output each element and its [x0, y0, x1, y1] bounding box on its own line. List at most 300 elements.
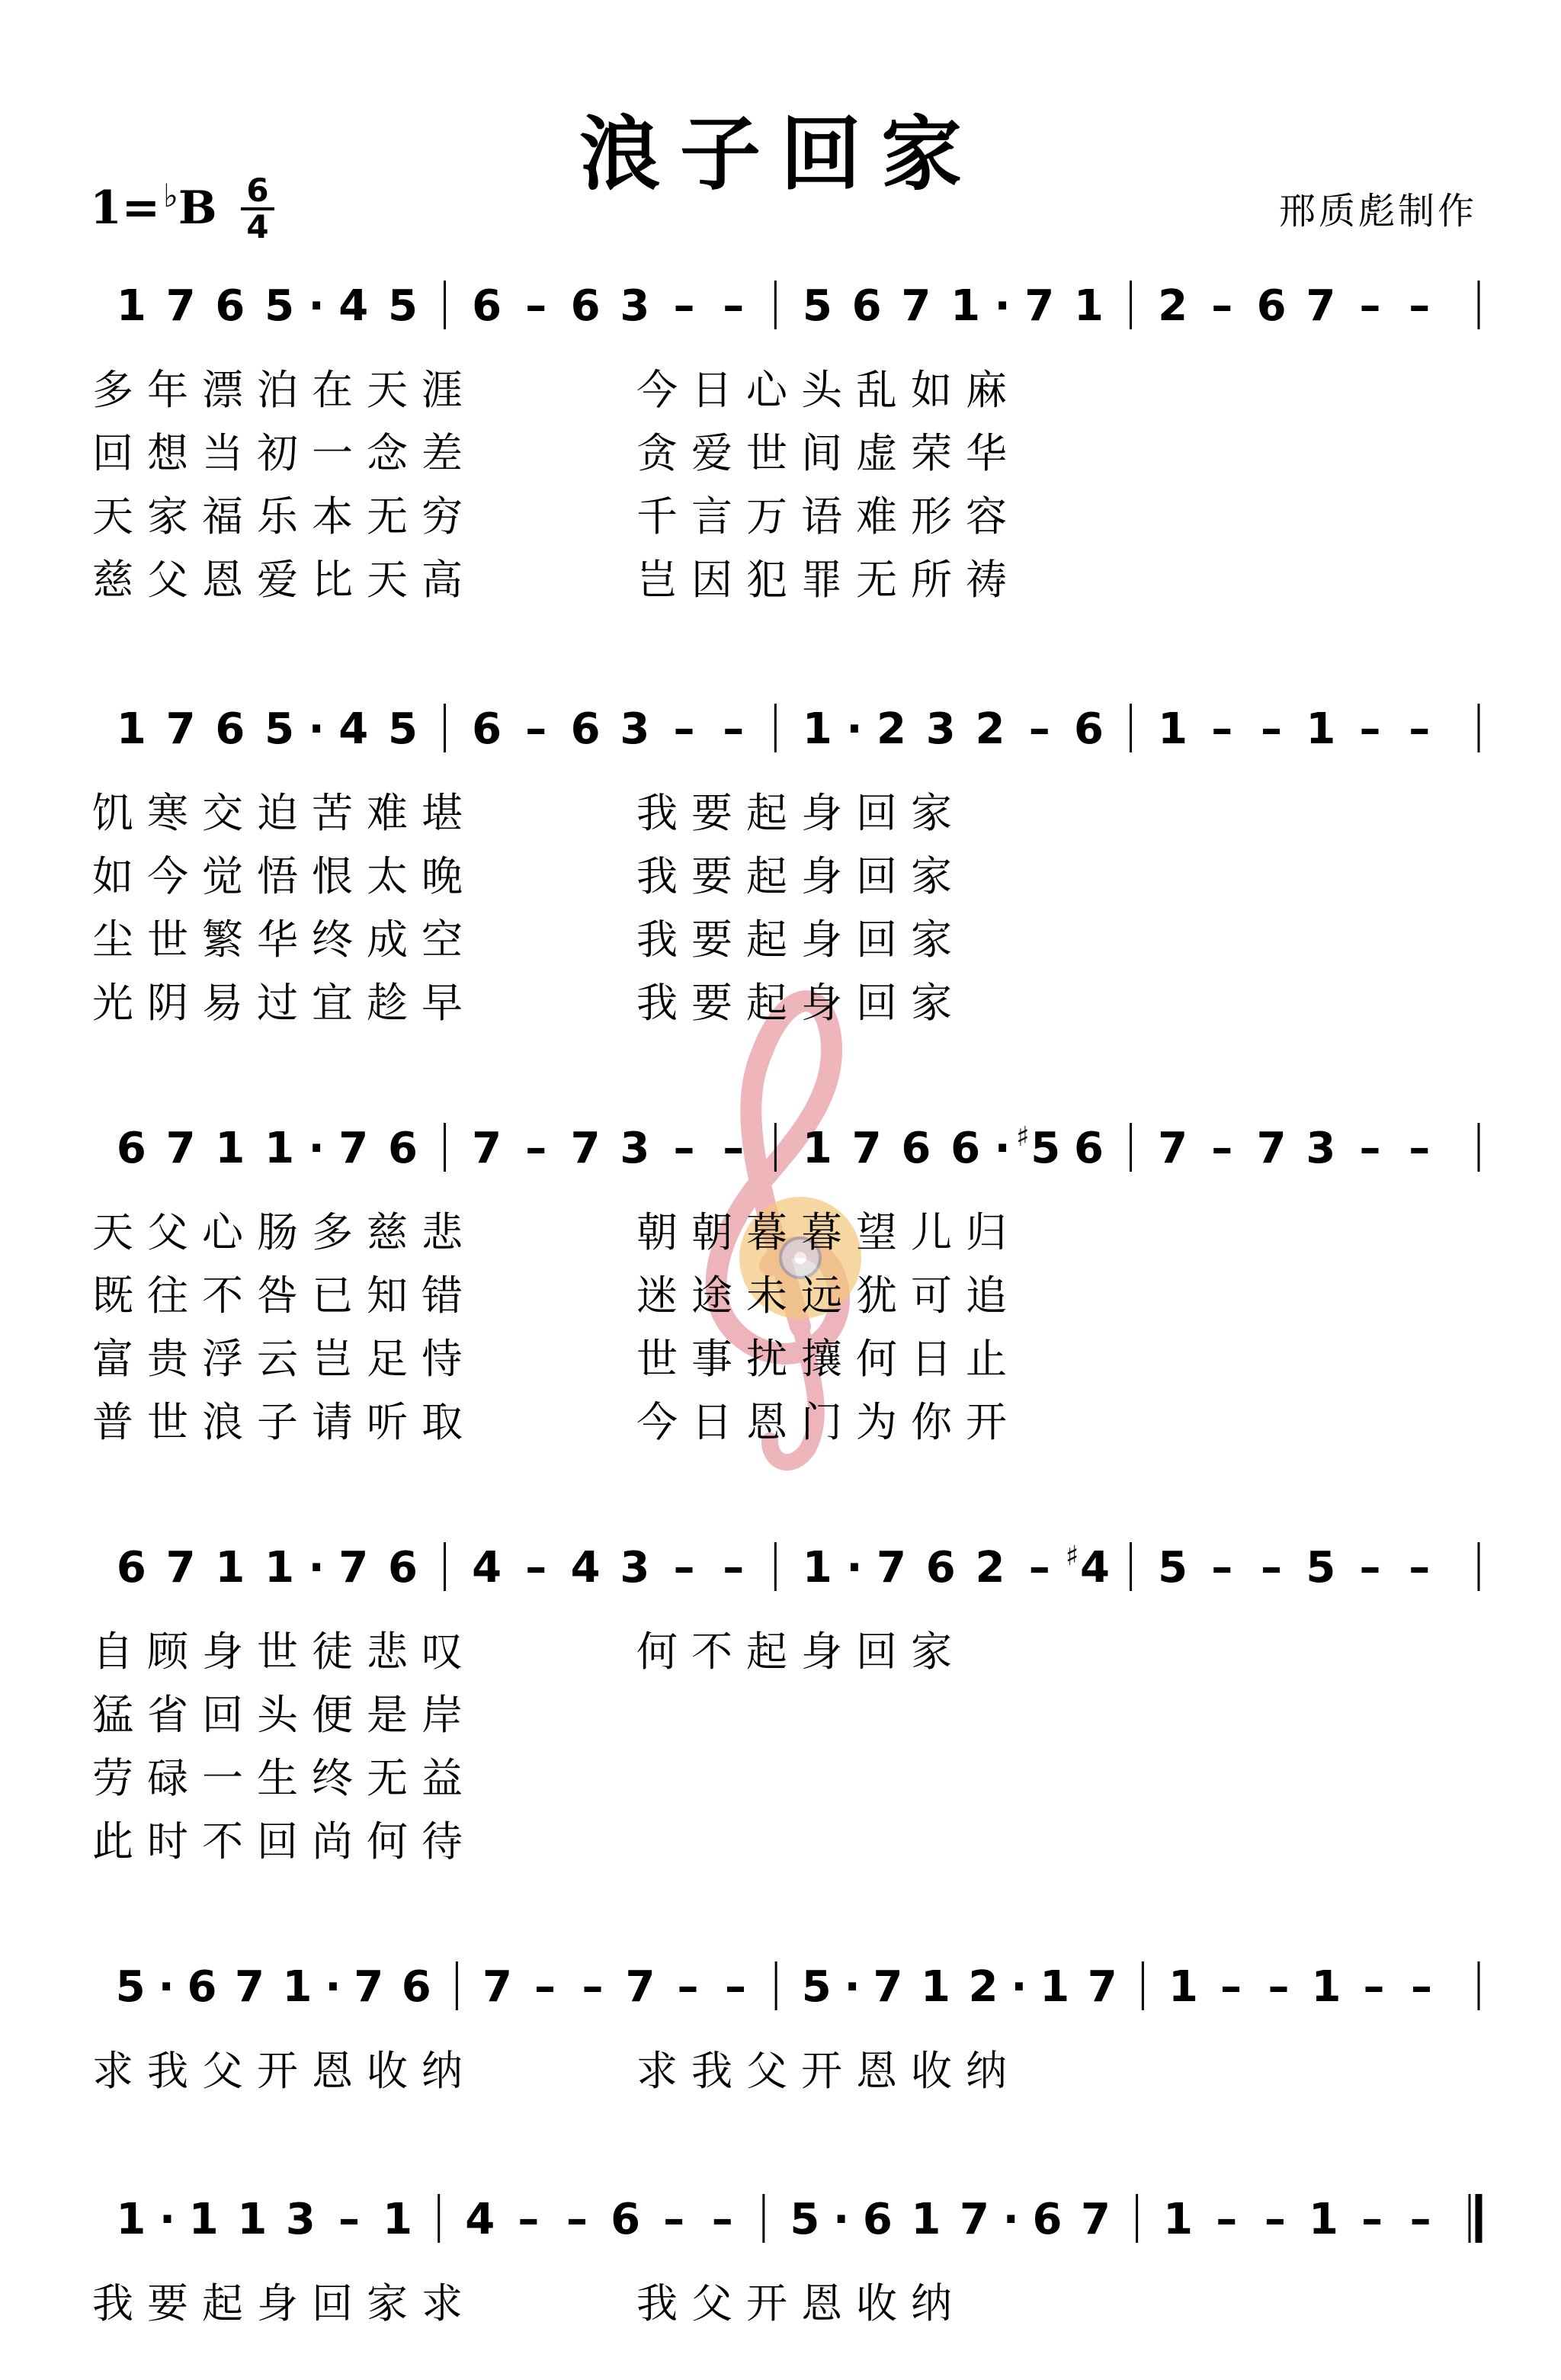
note: 7	[354, 1962, 384, 2012]
lyric-char: 暮	[801, 1208, 842, 1256]
score-row	[92, 2194, 1479, 2327]
dash-mark: –	[1220, 1962, 1242, 2012]
lyric-char: 因	[691, 556, 732, 604]
lyric-char: 不	[202, 1272, 243, 1320]
lyric-char: 罪	[801, 556, 842, 604]
lyric-char: 年	[147, 366, 188, 414]
lyric-char: 身	[801, 1628, 842, 1676]
lyric-char: 我	[636, 789, 678, 837]
note: 6	[116, 1543, 146, 1593]
note: 4	[472, 1543, 502, 1593]
lyric-char: 迷	[636, 1272, 678, 1320]
lyric-char: 家	[911, 916, 952, 964]
note: 6	[1074, 1124, 1104, 1173]
lyric-char: 浮	[202, 1335, 243, 1383]
dash-mark: –	[1409, 2195, 1431, 2244]
dash-mark: –	[1361, 2195, 1383, 2244]
note: 5	[802, 281, 832, 331]
flat-sign: ♭	[163, 177, 178, 214]
note: 1	[1308, 2195, 1338, 2244]
lyric-char: 苦	[312, 789, 353, 837]
note: 4	[338, 281, 369, 331]
dash-mark: –	[1261, 704, 1283, 754]
note: 6	[851, 281, 882, 331]
lyric-char: 父	[746, 2047, 787, 2095]
dash-mark: –	[663, 2195, 685, 2244]
lyric-char: 堪	[422, 789, 463, 837]
dot-mark: ·	[325, 1962, 341, 2012]
lyric-char: 慈	[367, 1208, 408, 1256]
dash-mark: –	[525, 1543, 547, 1593]
lyric-char: 难	[367, 789, 408, 837]
lyric-char: 开	[801, 2047, 842, 2095]
lyric-char: 恩	[202, 556, 243, 604]
lyric-char: 晚	[422, 852, 463, 900]
lyric-char: 天	[367, 366, 408, 414]
note: 6	[950, 1124, 981, 1173]
note: 1	[383, 2195, 413, 2244]
dash-mark: –	[1359, 281, 1381, 331]
lyric-char: 回	[856, 1628, 897, 1676]
dash-mark: –	[677, 1962, 699, 2012]
note: 4	[465, 2195, 495, 2244]
note: 6	[1032, 2195, 1063, 2244]
lyric-char: 多	[92, 366, 133, 414]
lyric-char: 差	[422, 429, 463, 477]
note: 7	[960, 2195, 990, 2244]
lyric-char: 穷	[422, 492, 463, 540]
lyric-char: 所	[911, 556, 952, 604]
lyric-char: 归	[966, 1208, 1007, 1256]
lyric-char: 如	[92, 852, 133, 900]
dash-mark: –	[582, 1962, 604, 2012]
note: 6	[570, 281, 601, 331]
lyric-char: 间	[801, 429, 842, 477]
lyric-char: 今	[636, 366, 678, 414]
note: 5	[264, 281, 295, 331]
note: 3	[285, 2195, 316, 2244]
dash-mark: –	[673, 281, 695, 331]
note: 3	[620, 704, 650, 754]
note: 1	[1306, 704, 1336, 754]
note: 5	[1158, 1543, 1188, 1593]
dash-mark: –	[518, 2195, 540, 2244]
lyric-char: 云	[257, 1335, 298, 1383]
dash-mark: –	[1211, 1543, 1233, 1593]
lyric-char: 世	[147, 916, 188, 964]
note: 1	[1163, 2195, 1194, 2244]
lyric-char: 求	[92, 2047, 133, 2095]
lyric-char: 叹	[422, 1628, 463, 1676]
lyric-char: 我	[691, 2047, 732, 2095]
note: 7	[901, 281, 931, 331]
note: 6	[611, 2195, 641, 2244]
lyric-char: 父	[202, 2047, 243, 2095]
lyric-char: 爱	[691, 429, 732, 477]
meter-bottom: 4	[241, 207, 274, 244]
note: 7	[570, 1124, 601, 1173]
lyric-char: 回	[856, 979, 897, 1027]
note: 1	[215, 1124, 245, 1173]
lyric-char: 劳	[92, 1754, 133, 1802]
lyric-char: 纳	[911, 2279, 952, 2327]
lyric-char: 儿	[911, 1208, 952, 1256]
lyric-char: 悟	[257, 852, 298, 900]
note: 6	[187, 1962, 217, 2012]
lyric-char: 心	[202, 1208, 243, 1256]
note: 7	[625, 1962, 655, 2012]
lyric-char: 家	[911, 979, 952, 1027]
lyric-char: 恨	[312, 852, 353, 900]
note: 1	[1158, 704, 1188, 754]
dash-mark: –	[673, 1124, 695, 1173]
lyric-char: 想	[147, 429, 188, 477]
note: 7	[877, 1543, 906, 1593]
dash-mark: –	[723, 704, 745, 754]
author-credit: 邢质彪制作	[1278, 190, 1477, 233]
note: 5	[790, 2195, 820, 2244]
note: 7	[338, 1543, 369, 1593]
dash-mark: –	[525, 704, 547, 754]
lyric-char: 开	[966, 1398, 1007, 1446]
lyric-char: 要	[691, 916, 732, 964]
note: 6	[570, 704, 601, 754]
note: 3	[1306, 1124, 1336, 1173]
note: 1	[911, 2195, 941, 2244]
lyric-char: 求	[422, 2279, 463, 2327]
lyric-char: 虚	[856, 429, 897, 477]
note: 6	[215, 281, 245, 331]
lyric-char: 恃	[422, 1335, 463, 1383]
lyric-char: 犯	[746, 556, 787, 604]
note: 5	[115, 1962, 146, 2012]
dash-mark: –	[338, 2195, 361, 2244]
dash-mark: –	[1211, 704, 1233, 754]
lyric-char: 起	[202, 2279, 243, 2327]
lyric-char: 起	[746, 916, 787, 964]
score-row	[92, 1961, 1479, 2095]
lyric-char: 日	[691, 366, 732, 414]
dash-mark: –	[1363, 1962, 1385, 2012]
lyric-char: 光	[92, 979, 133, 1027]
score-row	[92, 1541, 1479, 1865]
dash-mark: –	[725, 1962, 746, 2012]
lyric-char: 涯	[422, 366, 463, 414]
dash-mark: –	[1411, 1962, 1432, 2012]
lyric-char: 难	[856, 492, 897, 540]
note: 2	[877, 704, 906, 754]
lyric-char: 爱	[257, 556, 298, 604]
lyric-char: 世	[257, 1628, 298, 1676]
lyric-char: 寒	[147, 789, 188, 837]
lyric-char: 远	[801, 1272, 842, 1320]
dot-mark: ·	[159, 2195, 176, 2244]
note: 7	[165, 704, 196, 754]
dash-mark: –	[534, 1962, 556, 2012]
note: 1	[950, 281, 981, 331]
lyric-char: 肠	[257, 1208, 298, 1256]
lyric-char: 可	[911, 1272, 952, 1320]
lyric-char: 错	[422, 1272, 463, 1320]
lyric-char: 望	[856, 1208, 897, 1256]
lyric-char: 我	[636, 852, 678, 900]
lyric-char: 恩	[746, 1398, 787, 1446]
lyric-char: 途	[691, 1272, 732, 1320]
lyric-char: 回	[257, 1817, 298, 1865]
note: 7	[472, 1124, 502, 1173]
note: 1	[1168, 1962, 1198, 2012]
key-label: 1=	[90, 181, 161, 235]
lyric-char: 猛	[92, 1691, 133, 1739]
dot-mark: ·	[846, 704, 863, 754]
lyric-char: 世	[636, 1335, 678, 1383]
lyric-char: 过	[257, 979, 298, 1027]
lyric-char: 身	[801, 979, 842, 1027]
lyric-char: 语	[801, 492, 842, 540]
lyric-char: 今	[147, 852, 188, 900]
dash-mark: –	[1264, 2195, 1286, 2244]
lyric-char: 为	[856, 1398, 897, 1446]
lyric-char: 言	[691, 492, 732, 540]
note: 1	[264, 1543, 295, 1593]
lyric-char: 恩	[856, 2047, 897, 2095]
lyric-char: 家	[147, 492, 188, 540]
lyric-char: 待	[422, 1817, 463, 1865]
lyric-char: 我	[92, 2279, 133, 2327]
lyric-char: 开	[257, 2047, 298, 2095]
score-row	[92, 704, 1479, 1027]
lyric-char: 头	[257, 1691, 298, 1739]
lyric-char: 父	[147, 556, 188, 604]
note: 7	[235, 1962, 264, 2012]
lyric-char: 纳	[422, 2047, 463, 2095]
lyric-char: 事	[691, 1335, 732, 1383]
lyric-char: 无	[367, 1754, 408, 1802]
lyric-char: 早	[422, 979, 463, 1027]
note: 1	[802, 1124, 832, 1173]
note: 6	[1074, 704, 1104, 754]
note: 2	[975, 704, 1005, 754]
note: 6	[388, 1124, 418, 1173]
lyric-char: 念	[367, 429, 408, 477]
song-title: 浪子回家	[579, 106, 982, 201]
note: 1	[264, 1124, 295, 1173]
note: 7	[1306, 281, 1336, 331]
lyric-char: 请	[312, 1398, 353, 1446]
lyric-char: 趁	[367, 979, 408, 1027]
note: 1	[802, 704, 832, 754]
lyric-char: 岂	[312, 1335, 353, 1383]
lyric-char: 子	[257, 1398, 298, 1446]
note: 1	[116, 704, 146, 754]
lyric-char: 我	[636, 916, 678, 964]
lyric-char: 乐	[257, 492, 298, 540]
dot-mark: ·	[308, 1543, 325, 1593]
dash-mark: –	[1268, 1962, 1290, 2012]
note: 7	[165, 1543, 196, 1593]
note: 7	[851, 1124, 882, 1173]
lyric-char: 父	[147, 1208, 188, 1256]
lyric-char: 身	[801, 852, 842, 900]
dash-mark: –	[1359, 1124, 1381, 1173]
note: 6	[925, 1543, 956, 1593]
lyric-char: 起	[746, 1628, 787, 1676]
lyric-char: 心	[746, 366, 787, 414]
lyric-char: 无	[367, 492, 408, 540]
score-row	[92, 1121, 1479, 1446]
lyric-char: 麻	[966, 366, 1007, 414]
lyric-char: 本	[312, 492, 353, 540]
lyric-char: 终	[312, 916, 353, 964]
dash-mark: –	[711, 2195, 733, 2244]
dash-mark: –	[1409, 281, 1431, 331]
dot-mark: ·	[1011, 1962, 1027, 2012]
lyric-char: 知	[367, 1272, 408, 1320]
lyric-char: 听	[367, 1398, 408, 1446]
lyric-char: 取	[422, 1398, 463, 1446]
lyric-char: 千	[636, 492, 678, 540]
lyric-char: 父	[691, 2279, 732, 2327]
lyric-char: 岸	[422, 1691, 463, 1739]
lyric-char: 觉	[202, 852, 243, 900]
note: 5	[801, 1962, 832, 2012]
lyric-char: 便	[312, 1691, 353, 1739]
dash-mark: –	[673, 1543, 695, 1593]
lyric-char: 身	[801, 789, 842, 837]
lyric-char: 当	[202, 429, 243, 477]
lyric-char: 回	[856, 789, 897, 837]
lyric-char: 家	[911, 789, 952, 837]
note: 1	[282, 1962, 313, 2012]
note: 6	[215, 704, 245, 754]
note: 6	[862, 2195, 893, 2244]
lyric-char: 空	[422, 916, 463, 964]
lyric-char: 我	[636, 2279, 678, 2327]
lyric-char: 咎	[257, 1272, 298, 1320]
note: 3	[925, 704, 956, 754]
lyric-char: 碌	[147, 1754, 188, 1802]
lyric-char: 普	[92, 1398, 133, 1446]
lyric-char: 易	[202, 979, 243, 1027]
dash-mark: –	[525, 1124, 547, 1173]
lyric-char: 阴	[147, 979, 188, 1027]
lyric-char: 追	[966, 1272, 1007, 1320]
note: 1	[237, 2195, 268, 2244]
lyric-char: 世	[147, 1398, 188, 1446]
lyric-char: 已	[312, 1272, 353, 1320]
lyric-char: 此	[92, 1817, 133, 1865]
lyric-char: 无	[856, 556, 897, 604]
note: 3	[620, 1543, 650, 1593]
dot-mark: ·	[832, 2195, 850, 2244]
dash-mark: –	[1359, 1543, 1381, 1593]
lyric-char: 不	[202, 1817, 243, 1865]
note: 3	[620, 1124, 650, 1173]
lyric-char: 家	[911, 1628, 952, 1676]
lyric-char: 我	[636, 979, 678, 1027]
note: 7	[338, 1124, 369, 1173]
lyric-char: 天	[92, 492, 133, 540]
note: 1	[215, 1543, 245, 1593]
lyric-char: 朝	[636, 1208, 678, 1256]
lyric-char: 开	[746, 2279, 787, 2327]
dot-mark: ·	[308, 704, 325, 754]
dash-mark: –	[723, 1124, 745, 1173]
lyric-char: 在	[312, 366, 353, 414]
note: 1	[116, 281, 146, 331]
lyric-char: 不	[691, 1628, 732, 1676]
note: 7	[165, 281, 196, 331]
lyric-char: 回	[92, 429, 133, 477]
lyric-char: 足	[367, 1335, 408, 1383]
note: 7	[1158, 1124, 1188, 1173]
lyric-char: 迫	[257, 789, 298, 837]
dash-mark: –	[1409, 1543, 1431, 1593]
note: 3	[620, 281, 650, 331]
lyric-char: 既	[92, 1272, 133, 1320]
note: 7	[1087, 1962, 1117, 2012]
dot-mark: ·	[1002, 2195, 1019, 2244]
lyric-char: 回	[202, 1691, 243, 1739]
note: 7	[1081, 2195, 1111, 2244]
lyric-char: 尘	[92, 916, 133, 964]
lyric-char: 悲	[422, 1208, 463, 1256]
lyric-char: 要	[147, 2279, 188, 2327]
lyric-char: 如	[911, 366, 952, 414]
lyric-char: 祷	[966, 556, 1007, 604]
lyric-char: 未	[746, 1272, 787, 1320]
lyric-char: 恩	[801, 2279, 842, 2327]
dot-mark: ·	[308, 281, 325, 331]
lyric-char: 多	[312, 1208, 353, 1256]
dot-mark: ·	[308, 1124, 325, 1173]
lyric-char: 往	[147, 1272, 188, 1320]
dot-mark: ·	[994, 1124, 1011, 1173]
dot-mark: ·	[994, 281, 1011, 331]
dash-mark: –	[1216, 2195, 1238, 2244]
note: 1	[1040, 1962, 1070, 2012]
lyric-char: 贪	[636, 429, 678, 477]
lyric-char: 初	[257, 429, 298, 477]
lyric-char: 何	[856, 1335, 897, 1383]
lyric-char: 要	[691, 852, 732, 900]
lyric-char: 收	[367, 2047, 408, 2095]
lyric-char: 一	[312, 429, 353, 477]
lyric-char: 荣	[911, 429, 952, 477]
lyric-char: 漂	[202, 366, 243, 414]
lyric-char: 交	[202, 789, 243, 837]
lyric-char: 你	[911, 1398, 952, 1446]
note: 1	[1074, 281, 1104, 331]
note: 1	[188, 2195, 219, 2244]
lyric-char: 徒	[312, 1628, 353, 1676]
lyric-char: 止	[966, 1335, 1007, 1383]
lyric-char: 犹	[856, 1272, 897, 1320]
dash-mark: –	[1211, 281, 1233, 331]
note: 1	[1311, 1962, 1341, 2012]
meter-top: 6	[246, 172, 269, 209]
lyric-char: 顾	[147, 1628, 188, 1676]
dash-mark: –	[723, 1543, 745, 1593]
note: 7	[1024, 281, 1055, 331]
dash-mark: –	[1359, 704, 1381, 754]
lyric-char: 回	[856, 916, 897, 964]
lyric-char: 扰	[746, 1335, 787, 1383]
lyric-char: 贵	[147, 1335, 188, 1383]
note: 1	[921, 1962, 950, 2012]
lyric-char: 容	[966, 492, 1007, 540]
lyric-char: 自	[92, 1628, 133, 1676]
